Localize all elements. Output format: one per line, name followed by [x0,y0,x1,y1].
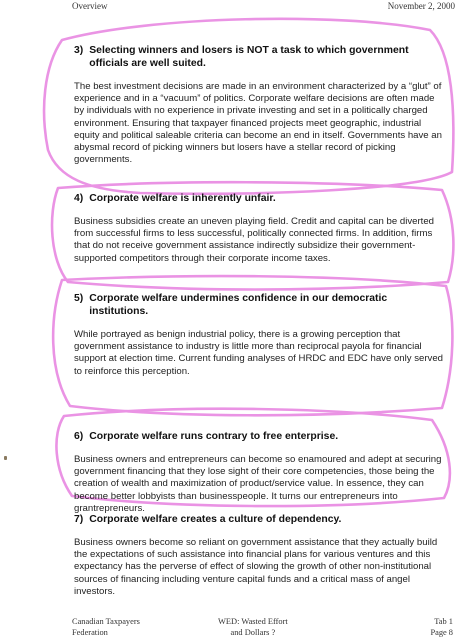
footer-organization-line2: Federation [72,627,108,637]
section-3-heading [74,44,446,70]
section-3-number: 3) [74,45,84,56]
section-5-number: 5) [74,293,84,304]
section-6-number: 6) [74,431,84,442]
section-6-body: Business owners and entrepreneurs can become so enamoured and adept at securing government financing that they lose sight of their core competencies, those being the creation of wealth and maximization of product/service value. In essence, they can become better lobbyists than businesspeople. It turns our entrepreneurs into grantrepreneurs. [74,454,442,514]
section-6-title: Corporate welfare runs contrary to free enterprise. [89,431,339,442]
section-5-title: Corporate welfare undermines confidence in our democratic institutions. [89,293,388,317]
section-7-heading [74,513,446,526]
footer-page-number: Page 8 [430,627,453,637]
section-5-heading [74,292,446,318]
footer-page-ref [430,617,453,638]
footer-organization [72,617,140,638]
section-5-body: While portrayed as benign industrial policy, there is a growing perception that government assistance to industry is little more than reciprocal payola for financial support at election time. Current funding analyses of HRDC and EDC have only served to reinforce this perception. [74,329,444,377]
section-4 [74,192,446,265]
scan-speck [4,456,7,460]
footer-title-line2: and Dollars ? [230,627,276,637]
section-4-heading [74,192,446,205]
section-6 [74,430,446,515]
section-3-title: Selecting winners and losers is NOT a task to which government officials are well suited. [89,45,409,69]
section-5 [74,292,446,378]
section-7 [74,513,446,598]
section-4-body: Business subsidies create an uneven playing field. Credit and capital can be diverted from successful firms to less successful, politically connected firms. In addition, firms that do not receive government assistance indirectly subsidize their government-supported competitors through their corporate income taxes. [74,216,434,264]
section-6-heading [74,430,446,443]
section-3 [74,44,446,166]
section-4-number: 4) [74,193,84,204]
footer-document-title [218,617,288,638]
section-3-body: The best investment decisions are made in an environment characterized by a “glut” of experience and in a “vacuum” of politics. Corporate welfare decisions are often made by individuals with no experience in private investing and set in a politically charged environment. Ensuring that taxpayer financed projects meet geographic, industrial equity and political saleable criteria can become an end in itself. Governments have an abysmal record of picking winners but losers have a stellar record of picking governments. [74,81,442,166]
section-7-title: Corporate welfare creates a culture of dependency. [89,514,342,525]
footer-title-line1: WED: Wasted Effort [218,617,288,626]
footer-organization-line1: Canadian Taxpayers [72,617,140,626]
section-7-body: Business owners become so reliant on government assistance that they actually build the expectations of such assistance into financial plans for various ventures and this expectancy has the perverse of effect of slowing the growth of other non-institutional sources of financing including venture capital funds and a critical mass of angel investors. [74,537,438,597]
header-section-label: Overview [72,1,108,11]
section-7-number: 7) [74,514,84,525]
header-date: November 2, 2000 [387,1,455,11]
section-4-title: Corporate welfare is inherently unfair. [89,193,276,204]
footer-tab: Tab 1 [434,617,453,626]
